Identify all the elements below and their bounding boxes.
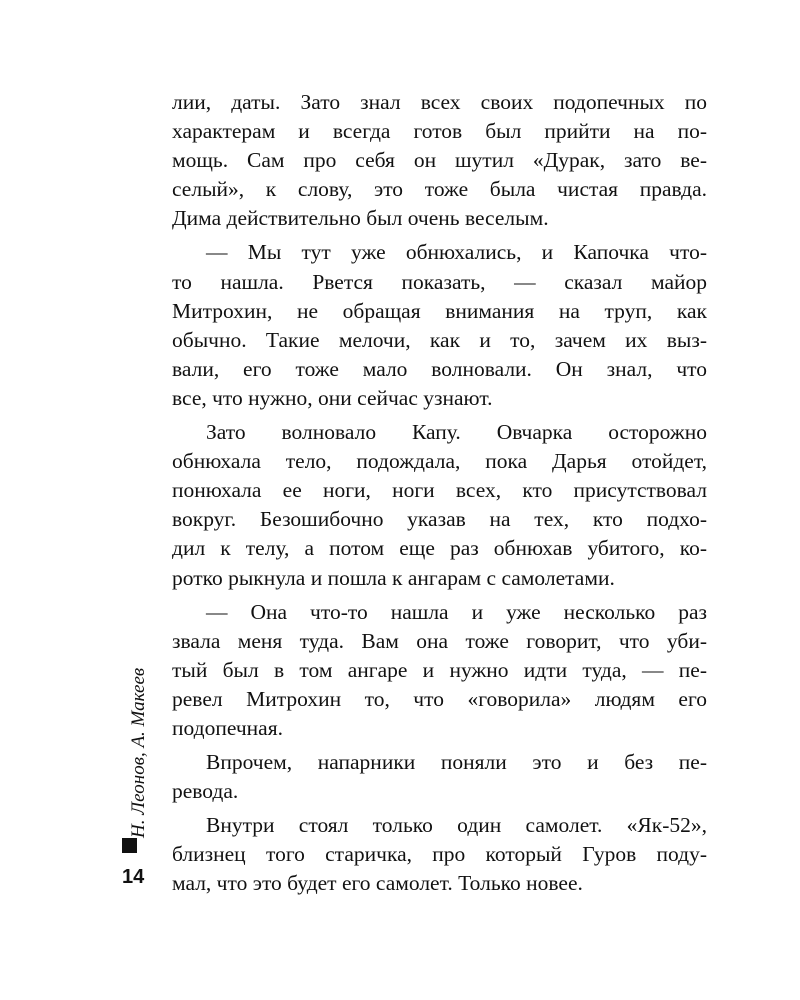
text-line: близнец того старичка, про который Гуров поду- <box>172 842 707 867</box>
paragraph <box>172 748 707 806</box>
paragraph <box>172 88 707 233</box>
text-line: Митрохин, не обращая внимания на труп, как <box>172 298 707 323</box>
text-line: ротко рыкнула и пошла к ангарам с самолетами. <box>172 565 615 590</box>
text-line: мал, что это будет его самолет. Только новее. <box>172 871 583 896</box>
text-line: подопечная. <box>172 715 283 740</box>
text-line: все, что нужно, они сейчас узнают. <box>172 385 493 410</box>
text-line: мощь. Сам про себя он шутил «Дурак, зато ве- <box>172 148 707 173</box>
text-line: вокруг. Безошибочно указав на тех, кто подхо- <box>172 507 707 532</box>
text-line: обнюхала тело, подождала, пока Дарья отойдет, <box>172 449 707 474</box>
text-line: то нашла. Рвется показать, — сказал майор <box>172 269 707 294</box>
text-line: понюхала ее ноги, ноги всех, кто присутствовал <box>172 478 707 503</box>
body-text <box>172 88 707 899</box>
text-line: обычно. Такие мелочи, как и то, зачем их выз- <box>172 327 707 352</box>
text-line: — Она что-то нашла и уже несколько раз <box>206 599 707 624</box>
text-line: дил к телу, а потом еще раз обнюхав убитого, ко- <box>172 536 707 561</box>
text-line: Внутри стоял только один самолет. «Як-52», <box>206 813 707 838</box>
text-line: Впрочем, напарники поняли это и без пе- <box>206 750 707 775</box>
text-line: Дима действительно был очень веселым. <box>172 206 549 231</box>
page-number: 14 <box>122 866 145 888</box>
text-line: тый был в том ангаре и нужно идти туда, — пе- <box>172 657 707 682</box>
running-head: Н. Леонов, А. Макеев <box>128 667 149 838</box>
text-line: вали, его тоже мало волновали. Он знал, что <box>172 356 707 381</box>
paragraph <box>172 418 707 593</box>
text-line: характерам и всегда готов был прийти на по- <box>172 119 707 144</box>
text-line: селый», к слову, это тоже была чистая правда. <box>172 177 707 202</box>
paragraph <box>172 238 707 413</box>
paragraph <box>172 811 707 898</box>
text-line: ревел Митрохин то, что «говорила» людям его <box>172 686 707 711</box>
text-line: ревода. <box>172 779 239 804</box>
square-marker-icon <box>122 838 137 853</box>
text-line: Зато волновало Капу. Овчарка осторожно <box>206 420 707 445</box>
text-line: — Мы тут уже обнюхались, и Капочка что- <box>206 240 707 265</box>
paragraph <box>172 598 707 743</box>
text-line: звала меня туда. Вам она тоже говорит, что уби- <box>172 628 707 653</box>
text-line: лии, даты. Зато знал всех своих подопечных по <box>172 90 707 114</box>
